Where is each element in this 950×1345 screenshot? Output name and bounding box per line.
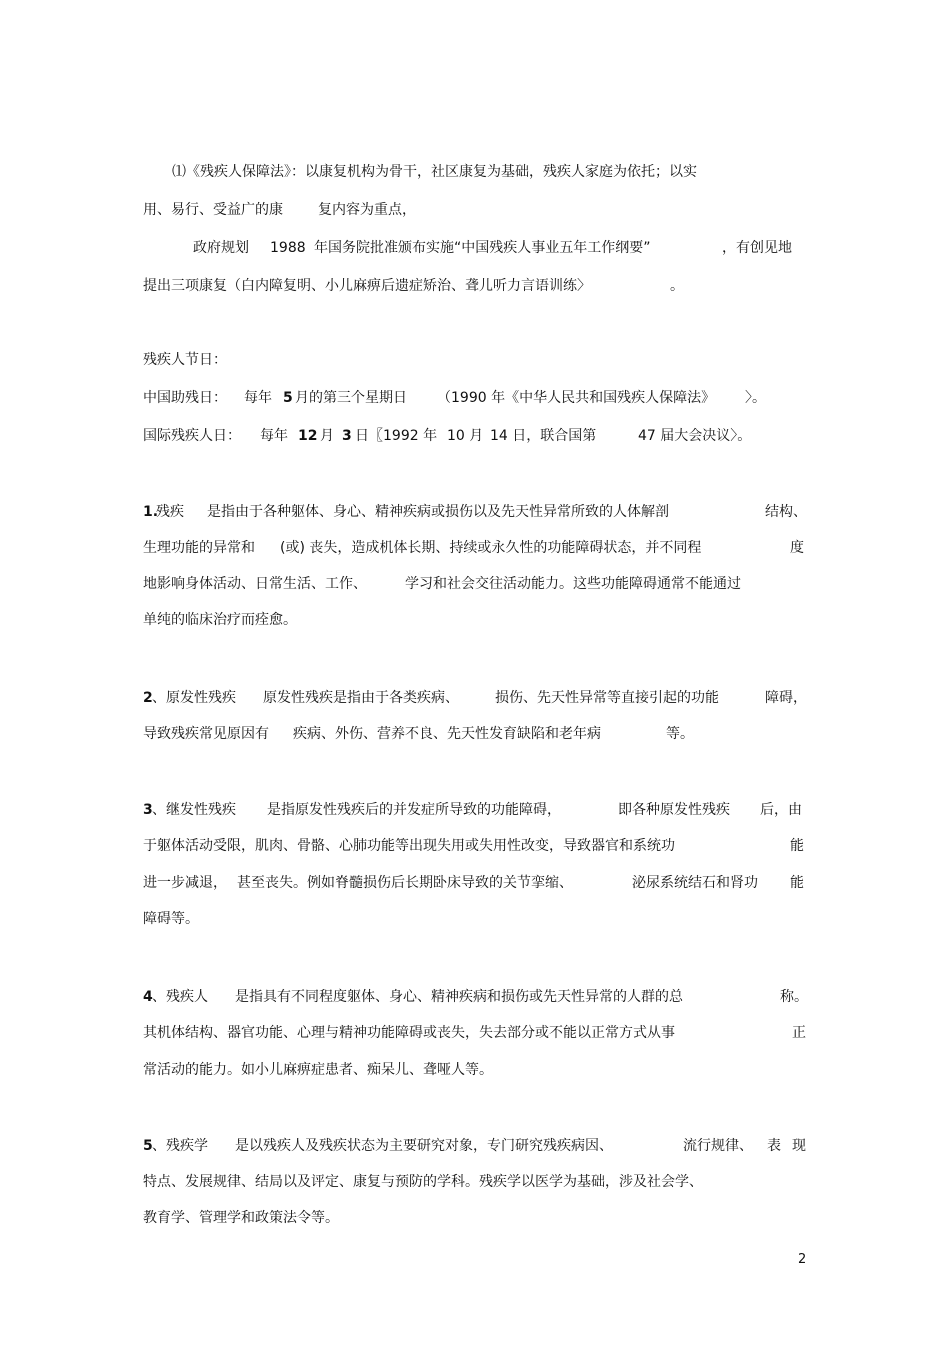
text: 等。 <box>666 726 694 742</box>
text: 进一步减退， <box>143 875 227 891</box>
text: 现 <box>792 1138 806 1154</box>
text: 用、易行、受益广的康 <box>143 202 283 218</box>
text: 于躯体活动受限，肌肉、骨骼、心肺功能等出现失用或失用性改变，导致器官和系统功 <box>143 838 675 854</box>
text: ，有创见地 <box>722 240 792 256</box>
text: 甚至丧失。例如脊髓损伤后长期卧床导致的关节挛缩、 <box>237 875 573 891</box>
text: 称。 <box>780 989 808 1005</box>
text: 10 月 <box>447 428 484 444</box>
text: 2 <box>143 690 153 706</box>
text: 地影响身体活动、日常生活、工作、 <box>143 576 367 592</box>
text: 泌尿系统结石和肾功 <box>632 875 758 891</box>
text: 复内容为重点， <box>318 202 416 218</box>
text: 是指具有不同程度躯体、身心、精神疾病和损伤或先天性异常的人群的总 <box>235 989 683 1005</box>
text: 1988 <box>270 240 306 256</box>
text: 残疾 <box>156 504 184 520</box>
page-number: 2 <box>798 1252 807 1267</box>
text: 正 <box>792 1025 806 1041</box>
text: 障碍等。 <box>143 911 199 927</box>
text: 疾病、外伤、营养不良、先天性发育缺陷和老年病 <box>293 726 601 742</box>
text: 4 <box>143 989 153 1005</box>
text: ⑴《残疾人保障法》：以康复机构为骨干，社区康复为基础，残疾人家庭为依托；以实 <box>172 164 697 180</box>
text: 3 <box>342 428 352 444</box>
text: 5 <box>143 1138 153 1154</box>
text: 日〖1992 年 <box>355 428 438 444</box>
text: 、残疾学 <box>152 1138 208 1154</box>
text: 月 <box>320 428 334 444</box>
text: 14 日，联合国第 <box>490 428 597 444</box>
text: 是指由于各种躯体、身心、精神疾病或损伤以及先天性异常所致的人体解剖 <box>207 504 669 520</box>
text: 原发性残疾是指由于各类疾病、 <box>263 690 459 706</box>
text: 损伤、先天性异常等直接引起的功能 <box>495 690 719 706</box>
text: 生理功能的异常和 <box>143 540 255 556</box>
text: 1. <box>143 504 159 520</box>
text: 残疾人节日： <box>143 352 227 368</box>
text: 后，由 <box>760 802 802 818</box>
text: 12 <box>298 428 318 444</box>
text: 3 <box>143 802 153 818</box>
text: 度 <box>790 540 804 556</box>
text: 是以残疾人及残疾状态为主要研究对象，专门研究残疾病因、 <box>235 1138 613 1154</box>
text: 、残疾人 <box>152 989 208 1005</box>
text: 5 <box>283 390 293 406</box>
text: 结构、 <box>765 504 807 520</box>
text: 每年 <box>244 390 272 406</box>
text: 、原发性残疾 <box>152 690 236 706</box>
text: 学习和社会交往活动能力。这些功能障碍通常不能通过 <box>405 576 741 592</box>
text: 、继发性残疾 <box>152 802 236 818</box>
text: 是指原发性残疾后的并发症所导致的功能障碍， <box>267 802 561 818</box>
text: 单纯的临床治疗而痊愈。 <box>143 612 297 628</box>
text: 常活动的能力。如小儿麻痹症患者、痴呆儿、聋哑人等。 <box>143 1062 493 1078</box>
text: (或) 丧失，造成机体长期、持续或永久性的功能障碍状态，并不同程 <box>280 540 702 556</box>
text: 。 <box>670 278 684 294</box>
text: 每年 <box>260 428 288 444</box>
text: 特点、发展规律、结局以及评定、康复与预防的学科。残疾学以医学为基础，涉及社会学、 <box>143 1174 703 1190</box>
text: 47 届大会决议〉。 <box>638 428 752 444</box>
text: 提出三项康复（白内障复明、小儿麻痹后遗症矫治、聋儿听力言语训练〉 <box>143 278 591 294</box>
text: 政府规划 <box>193 240 249 256</box>
text: 月的第三个星期日 <box>295 390 407 406</box>
text: 导致残疾常见原因有 <box>143 726 269 742</box>
text: 能 <box>790 875 804 891</box>
text: 中国助残日： <box>143 390 227 406</box>
text: （1990 年《中华人民共和国残疾人保障法》 <box>437 390 716 406</box>
text: 教育学、管理学和政策法令等。 <box>143 1210 339 1226</box>
text: 年国务院批准颁布实施“中国残疾人事业五年工作纲要” <box>314 240 651 256</box>
text: 国际残疾人日： <box>143 428 241 444</box>
text: 能 <box>790 838 804 854</box>
text: 其机体结构、器官功能、心理与精神功能障碍或丧失，失去部分或不能以正常方式从事 <box>143 1025 675 1041</box>
text: 〉。 <box>745 390 766 406</box>
text: 流行规律、 <box>683 1138 753 1154</box>
text: 障碍， <box>765 690 807 706</box>
text: 即各种原发性残疾 <box>618 802 730 818</box>
text: 表 <box>767 1138 781 1154</box>
